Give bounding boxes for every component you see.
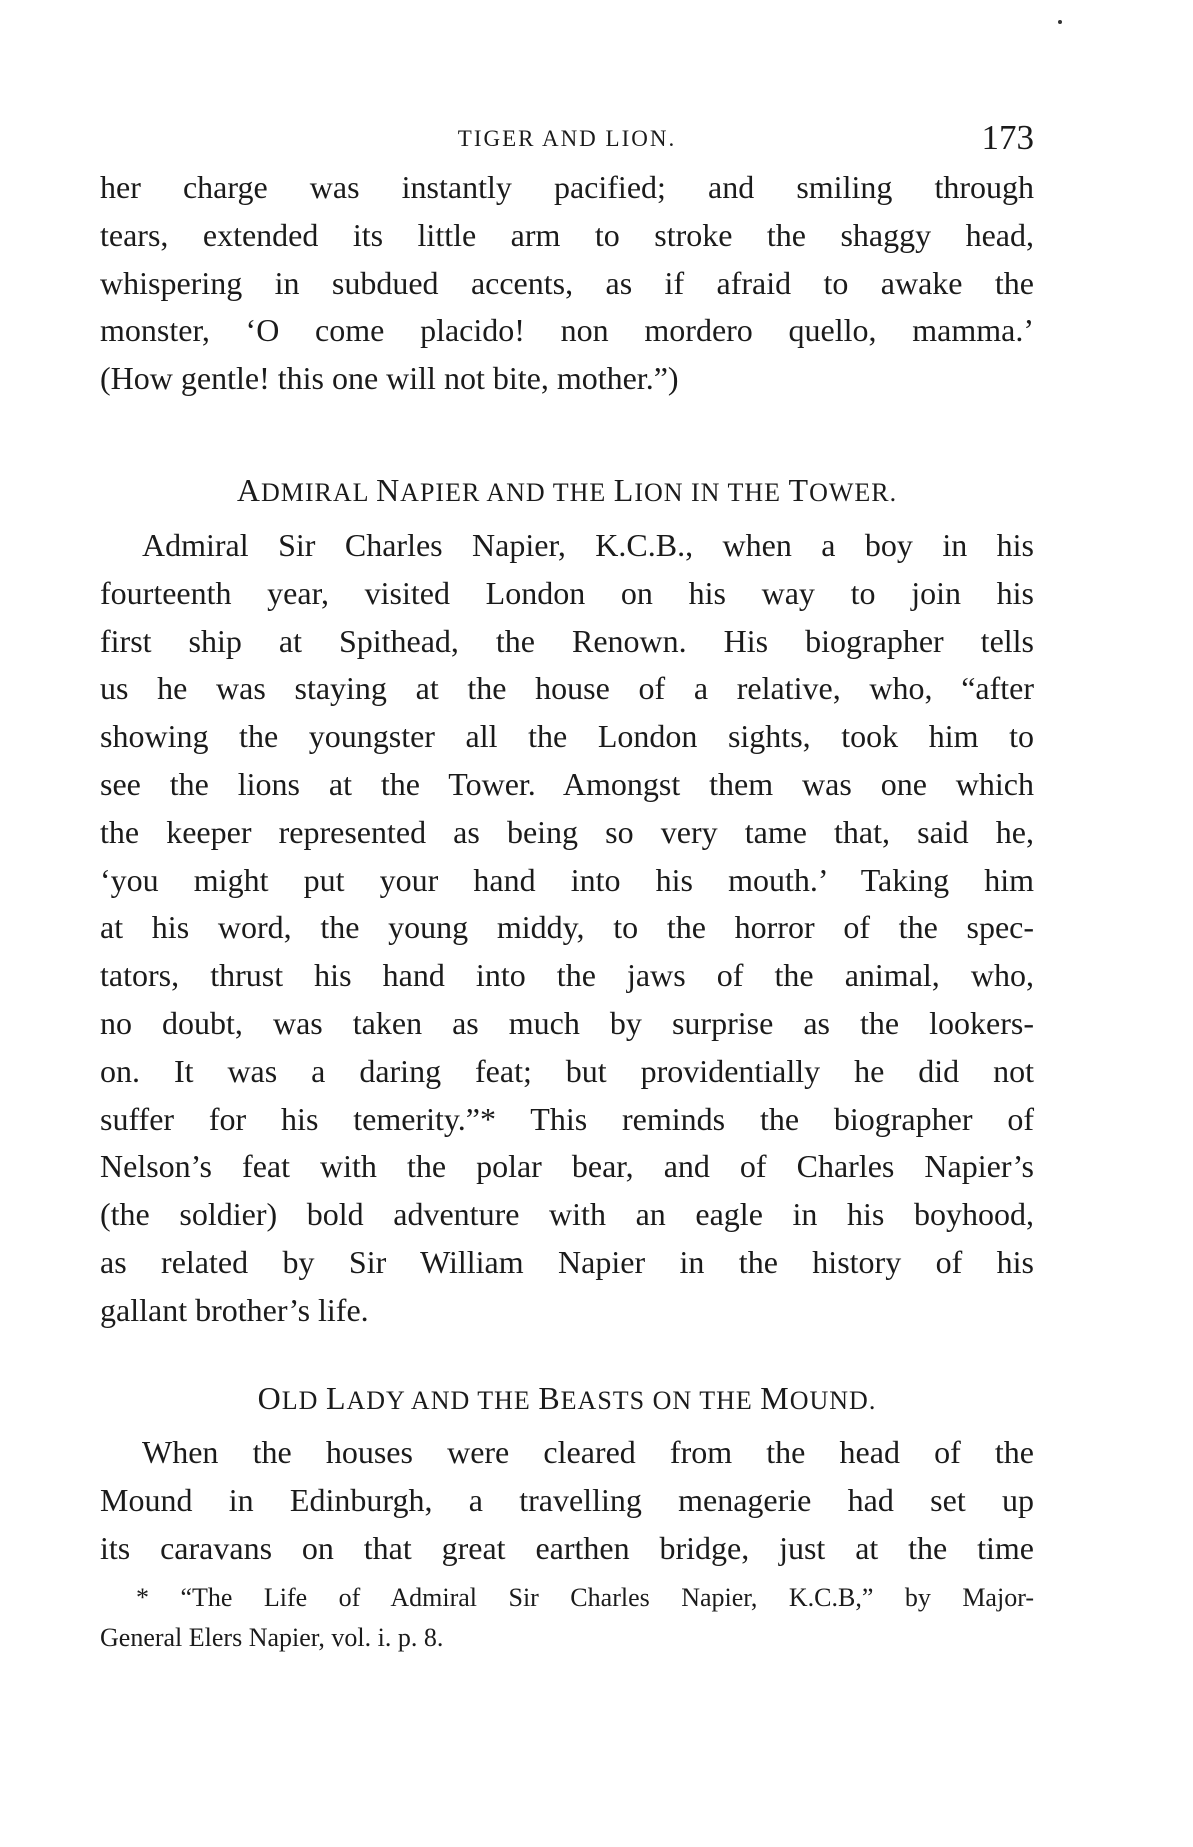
text-line: showing the youngster all the London sights, took him to xyxy=(100,718,1034,755)
running-head: TIGER AND LION. xyxy=(457,126,677,151)
text-line: monster, ‘O come placido! non mordero quello, mamma.’ xyxy=(100,312,1034,349)
text-line: as related by Sir William Napier in the history of his xyxy=(100,1243,1034,1280)
text-line: her charge was instantly pacified; and smiling through xyxy=(100,169,1034,205)
section-heading-old-lady xyxy=(100,1380,1034,1417)
heading-capital: L xyxy=(325,1380,347,1416)
heading-text: EASTS ON THE xyxy=(560,1386,761,1415)
heading-capital: N xyxy=(376,472,401,508)
page-header xyxy=(100,118,1034,158)
section-body-admiral-napier xyxy=(100,522,1034,1335)
text-line: fourteenth year, visited London on his way to join his xyxy=(100,574,1034,611)
text-line: tators, thrust his hand into the jaws of the animal, who, xyxy=(100,957,1034,994)
page-number: 173 xyxy=(981,118,1034,157)
heading-text: ION IN THE xyxy=(634,478,789,507)
text-line: no doubt, was taken as much by surprise as the lookers- xyxy=(100,1004,1034,1041)
text-line: the keeper represented as being so very tame that, said he, xyxy=(100,813,1034,850)
text-line: When the houses were cleared from the head of the xyxy=(142,1434,1034,1470)
heading-text: ADY AND THE xyxy=(346,1386,539,1415)
text-line: see the lions at the Tower. Amongst them was one which xyxy=(100,765,1034,802)
section-body-old-lady xyxy=(100,1429,1034,1572)
text-line: (the soldier) bold adventure with an eagle in his boyhood, xyxy=(100,1196,1034,1233)
text-line: suffer for his temerity.”* This reminds the biographer of xyxy=(100,1100,1034,1137)
heading-text: DMIRAL xyxy=(260,478,377,507)
print-speck xyxy=(1058,20,1062,24)
text-line: tears, extended its little arm to stroke the shaggy head, xyxy=(100,216,1034,253)
text-line: on. It was a daring feat; but providentially he did not xyxy=(100,1052,1034,1089)
footnote xyxy=(100,1578,1034,1658)
section-heading-admiral-napier xyxy=(100,472,1034,509)
text-line: Nelson’s feat with the polar bear, and of Charles Napier’s xyxy=(100,1148,1034,1185)
text-line: first ship at Spithead, the Renown. His biographer tells xyxy=(100,622,1034,659)
heading-capital: B xyxy=(538,1380,561,1416)
heading-capital: M xyxy=(760,1380,790,1416)
heading-text: LD xyxy=(281,1386,326,1415)
heading-text: OUND. xyxy=(789,1386,877,1415)
footnote-line: General Elers Napier, vol. i. p. 8. xyxy=(100,1623,444,1652)
text-line: Admiral Sir Charles Napier, K.C.B., when a boy in his xyxy=(142,527,1034,563)
heading-text: OWER. xyxy=(809,478,898,507)
heading-capital: O xyxy=(257,1380,282,1416)
footnote-line: * “The Life of Admiral Sir Charles Napier, K.C.B,” by Major- xyxy=(136,1583,1034,1612)
text-line: ‘you might put your hand into his mouth.’ Taking him xyxy=(100,861,1034,898)
paragraph-continued xyxy=(100,164,1034,403)
heading-capital: T xyxy=(788,472,810,508)
text-line: Mound in Edinburgh, a travelling menagerie had set up xyxy=(100,1481,1034,1518)
text-line: (How gentle! this one will not bite, mother.”) xyxy=(100,360,679,397)
text-line: its caravans on that great earthen bridge, just at the time xyxy=(100,1529,1034,1566)
text-line: gallant brother’s life. xyxy=(100,1291,369,1328)
text-line: us he was staying at the house of a relative, who, “after xyxy=(100,670,1034,707)
heading-capital: L xyxy=(613,472,635,508)
heading-text: APIER AND THE xyxy=(400,478,614,507)
text-line: at his word, the young middy, to the horror of the spec- xyxy=(100,909,1034,946)
heading-capital: A xyxy=(236,472,261,508)
text-line: whispering in subdued accents, as if afraid to awake the xyxy=(100,264,1034,301)
